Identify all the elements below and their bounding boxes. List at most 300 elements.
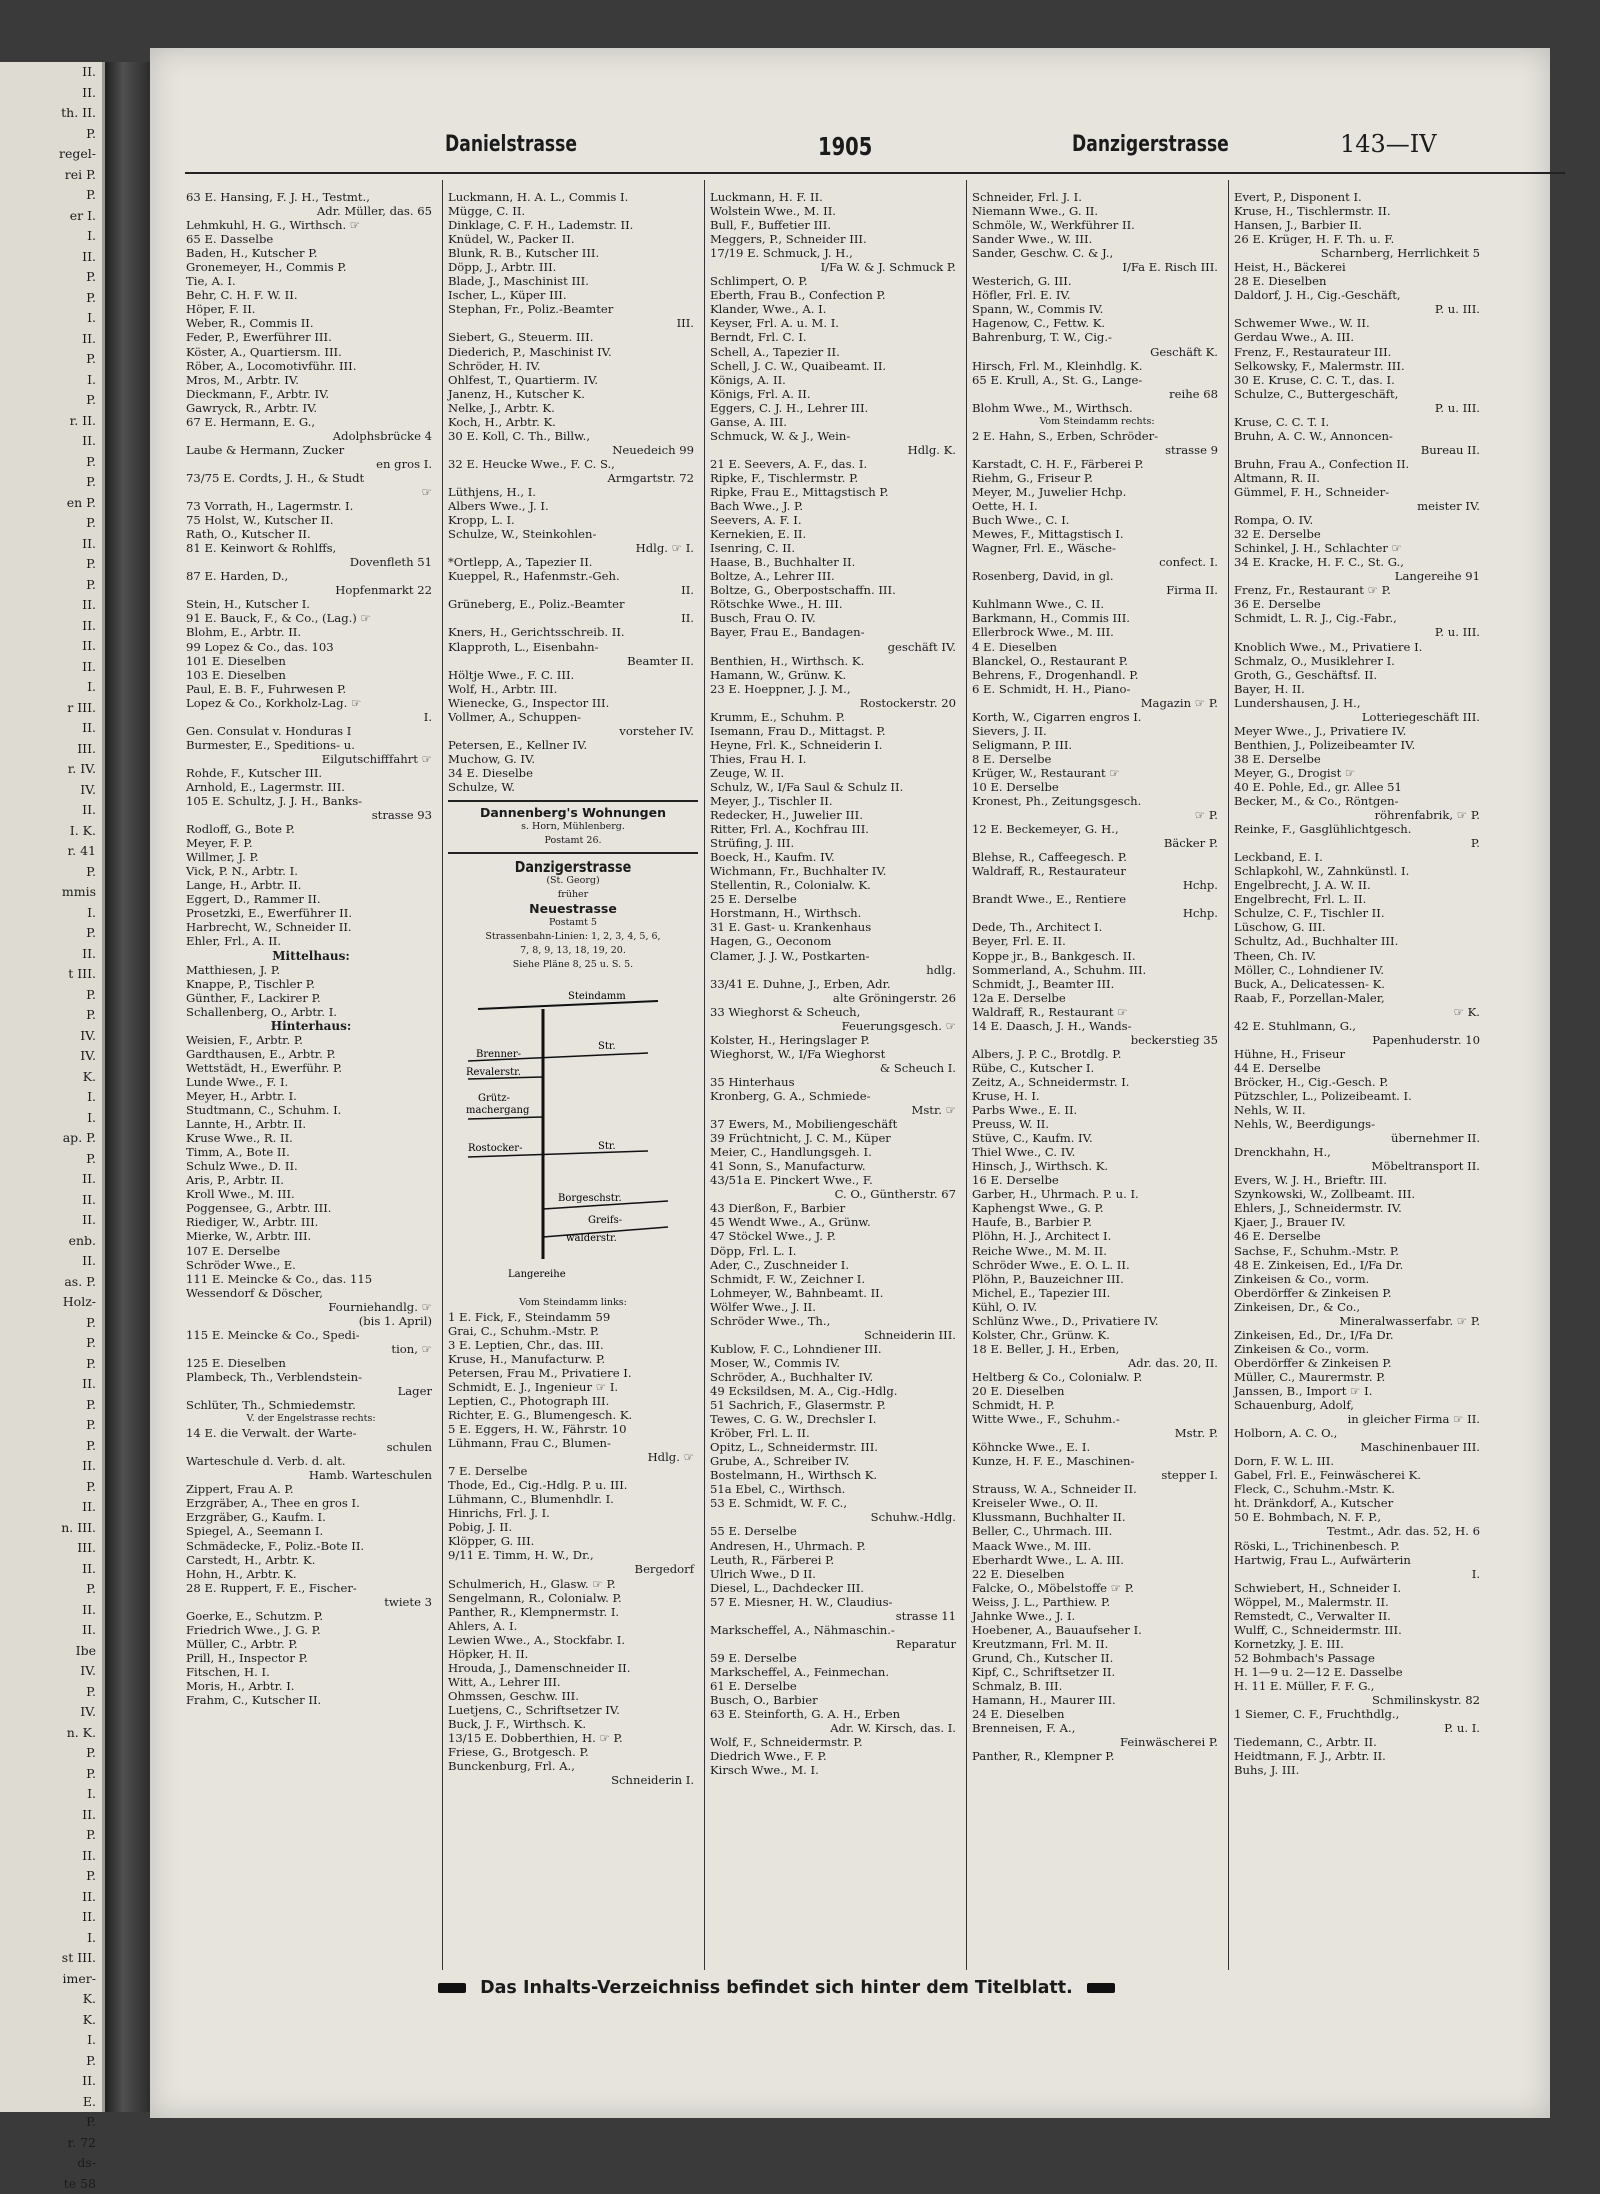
column-divider bbox=[442, 180, 443, 1970]
previous-page-line: P. bbox=[0, 2051, 102, 2072]
directory-entry: Kolster, H., Heringslager P. bbox=[710, 1033, 960, 1047]
directory-entry: Beyer, Frl. E. II. bbox=[972, 934, 1222, 948]
directory-entry: Matthiesen, J. P. bbox=[186, 963, 436, 977]
directory-entry: Wölfer Wwe., J. II. bbox=[710, 1300, 960, 1314]
previous-page-line: P. bbox=[0, 390, 102, 411]
page-header bbox=[150, 132, 1550, 166]
previous-page-line: II. bbox=[0, 616, 102, 637]
directory-entry: Hühne, H., Friseur bbox=[1234, 1047, 1484, 1061]
directory-entry: Eberhardt Wwe., L. A. III. bbox=[972, 1553, 1222, 1567]
previous-page-line: ds- bbox=[0, 2153, 102, 2174]
directory-entry: Koch, H., Arbtr. K. bbox=[448, 415, 698, 429]
directory-entry: Parbs Wwe., E. II. bbox=[972, 1103, 1222, 1117]
directory-entry: Schulze, C. F., Tischler II. bbox=[1234, 906, 1484, 920]
directory-entry: Wolf, F., Schneidermstr. P. bbox=[710, 1735, 960, 1749]
directory-entry: Vom Steindamm rechts: bbox=[972, 415, 1222, 429]
directory-entry: Eggers, C. J. H., Lehrer III. bbox=[710, 401, 960, 415]
directory-entry: Lannte, H., Arbtr. II. bbox=[186, 1117, 436, 1131]
previous-page-line: IV. bbox=[0, 1046, 102, 1067]
directory-entry: Schmidt, E. J., Ingenieur ☞ I. bbox=[448, 1380, 698, 1394]
directory-entry: Meyer, J., Tischler II. bbox=[710, 794, 960, 808]
directory-entry: Lohmeyer, W., Bahnbeamt. II. bbox=[710, 1286, 960, 1300]
directory-entry: Kruse, H., Manufacturw. P. bbox=[448, 1352, 698, 1366]
directory-entry: Lühmann, Frau C., Blumen- bbox=[448, 1436, 698, 1450]
directory-entry: Plambeck, Th., Verblendstein- bbox=[186, 1370, 436, 1384]
street-title: Danzigerstrasse bbox=[467, 860, 680, 874]
directory-entry: Adr. Müller, das. 65 bbox=[186, 204, 436, 218]
previous-page-line: P. bbox=[0, 472, 102, 493]
directory-entry: Hdlg. ☞ I. bbox=[448, 541, 698, 555]
previous-page-line: IV. bbox=[0, 1702, 102, 1723]
directory-entry: Zippert, Frau A. P. bbox=[186, 1482, 436, 1496]
directory-entry: Schulze, W. bbox=[448, 780, 698, 794]
directory-entry: röhrenfabrik, ☞ P. bbox=[1234, 808, 1484, 822]
directory-entry: Meyer, H., Arbtr. I. bbox=[186, 1089, 436, 1103]
directory-entry: Westerich, G. III. bbox=[972, 274, 1222, 288]
directory-entry: Ganse, A. III. bbox=[710, 415, 960, 429]
directory-entry: 50 E. Bohmbach, N. F. P., bbox=[1234, 1510, 1484, 1524]
directory-entry: Meyer, G., Drogist ☞ bbox=[1234, 766, 1484, 780]
previous-page-line: I. bbox=[0, 370, 102, 391]
directory-entry: Bäcker P. bbox=[972, 836, 1222, 850]
directory-entry: Reparatur bbox=[710, 1637, 960, 1651]
directory-entry: Hamann, W., Grünw. K. bbox=[710, 668, 960, 682]
directory-entry: Hopfenmarkt 22 bbox=[186, 583, 436, 597]
directory-entry: Wichmann, Fr., Buchhalter IV. bbox=[710, 864, 960, 878]
directory-entry: 28 E. Dieselben bbox=[1234, 274, 1484, 288]
directory-entry: Eberth, Frau B., Confection P. bbox=[710, 288, 960, 302]
directory-entry: Grund, Ch., Kutscher II. bbox=[972, 1651, 1222, 1665]
directory-entry: 52 Bohmbach's Passage bbox=[1234, 1651, 1484, 1665]
directory-entry: Nehls, W. II. bbox=[1234, 1103, 1484, 1117]
directory-entry: Schröder, A., Buchhalter IV. bbox=[710, 1370, 960, 1384]
directory-entry: Schlimpert, O. P. bbox=[710, 274, 960, 288]
section-note: Vom Steindamm links: bbox=[448, 1296, 698, 1310]
directory-entry: Lunde Wwe., F. I. bbox=[186, 1075, 436, 1089]
directory-entry: Feuerungsgesch. ☞ bbox=[710, 1019, 960, 1033]
directory-entry: Studtmann, C., Schuhm. I. bbox=[186, 1103, 436, 1117]
directory-entry: Opitz, L., Schneidermstr. III. bbox=[710, 1440, 960, 1454]
directory-entry: Kernekien, E. II. bbox=[710, 527, 960, 541]
directory-entry: Hartwig, Frau L., Aufwärterin bbox=[1234, 1553, 1484, 1567]
previous-page-line: P. bbox=[0, 1005, 102, 1026]
directory-entry: 12a E. Derselbe bbox=[972, 991, 1222, 1005]
directory-entry: beckerstieg 35 bbox=[972, 1033, 1222, 1047]
directory-entry: Raab, F., Porzellan-Maler, bbox=[1234, 991, 1484, 1005]
directory-entry: Bayer, Frau E., Bandagen- bbox=[710, 625, 960, 639]
directory-entry: Stephan, Fr., Poliz.-Beamter bbox=[448, 302, 698, 316]
previous-page-line: r. 41 bbox=[0, 841, 102, 862]
previous-page-edge bbox=[0, 62, 105, 2112]
directory-entry: Klöpper, G. III. bbox=[448, 1534, 698, 1548]
previous-page-line: II. bbox=[0, 1907, 102, 1928]
previous-page-line: II. bbox=[0, 534, 102, 555]
pointing-hand-icon bbox=[438, 1983, 466, 1993]
directory-entry: Hoebener, A., Bauaufseher I. bbox=[972, 1623, 1222, 1637]
directory-entry: Kreiseler Wwe., O. II. bbox=[972, 1496, 1222, 1510]
directory-entry: Lopez & Co., Korkholz-Lag. ☞ bbox=[186, 696, 436, 710]
directory-entry: Klander, Wwe., A. I. bbox=[710, 302, 960, 316]
directory-entry: Jahnke Wwe., J. I. bbox=[972, 1609, 1222, 1623]
directory-entry: Hchp. bbox=[972, 878, 1222, 892]
directory-entry: Ahlers, A. I. bbox=[448, 1619, 698, 1633]
directory-entry: Heyne, Frl. K., Schneiderin I. bbox=[710, 738, 960, 752]
directory-entry: 44 E. Derselbe bbox=[1234, 1061, 1484, 1075]
previous-page-line: te 58 bbox=[0, 2174, 102, 2194]
directory-entry: Bach Wwe., J. P. bbox=[710, 499, 960, 513]
directory-entry: Vollmer, A., Schuppen- bbox=[448, 710, 698, 724]
directory-entry: hdlg. bbox=[710, 963, 960, 977]
directory-entry: Theen, Ch. IV. bbox=[1234, 949, 1484, 963]
directory-entry: Clamer, J. J. W., Postkarten- bbox=[710, 949, 960, 963]
directory-entry: Isemann, Frau D., Mittagst. P. bbox=[710, 724, 960, 738]
directory-entry: Moser, W., Commis IV. bbox=[710, 1356, 960, 1370]
directory-entry: Schmuck, W. & J., Wein- bbox=[710, 429, 960, 443]
directory-entry: Schauenburg, Adolf, bbox=[1234, 1398, 1484, 1412]
previous-page-line: P. bbox=[0, 185, 102, 206]
directory-entry: Schröder, H. IV. bbox=[448, 359, 698, 373]
directory-entry: Dieckmann, F., Arbtr. IV. bbox=[186, 387, 436, 401]
directory-entry: Brandt Wwe., E., Rentiere bbox=[972, 892, 1222, 906]
directory-entry: Blehse, R., Caffeegesch. P. bbox=[972, 850, 1222, 864]
directory-entry: Schwiebert, H., Schneider I. bbox=[1234, 1581, 1484, 1595]
previous-page-line: P. bbox=[0, 923, 102, 944]
directory-entry: strasse 9 bbox=[972, 443, 1222, 457]
directory-entry: 14 E. Daasch, J. H., Wands- bbox=[972, 1019, 1222, 1033]
previous-page-line: P. bbox=[0, 1764, 102, 1785]
map-label: Str. bbox=[598, 1041, 616, 1052]
directory-entry: Blunk, R. B., Kutscher III. bbox=[448, 246, 698, 260]
directory-entry: Mstr. ☞ bbox=[710, 1103, 960, 1117]
directory-entry: Vick, P. N., Arbtr. I. bbox=[186, 864, 436, 878]
previous-page-line: II. bbox=[0, 800, 102, 821]
directory-entry: 40 E. Pohle, Ed., gr. Allee 51 bbox=[1234, 780, 1484, 794]
directory-entry: Höltje Wwe., F. C. III. bbox=[448, 668, 698, 682]
directory-entry: Buck, A., Delicatessen- K. bbox=[1234, 977, 1484, 991]
directory-entry: 73/75 E. Cordts, J. H., & Studt bbox=[186, 471, 436, 485]
directory-entry: Höper, F. II. bbox=[186, 302, 436, 316]
directory-entry: Janenz, H., Kutscher K. bbox=[448, 387, 698, 401]
directory-entry: 23 E. Hoeppner, J. J. M., bbox=[710, 682, 960, 696]
directory-entry: Albers, J. P. C., Brotdlg. P. bbox=[972, 1047, 1222, 1061]
directory-entry: Warteschule d. Verb. d. alt. bbox=[186, 1454, 436, 1468]
directory-entry: Preuss, W. II. bbox=[972, 1117, 1222, 1131]
directory-entry: Diedrich Wwe., F. P. bbox=[710, 1749, 960, 1763]
directory-entry: 14 E. die Verwalt. der Warte- bbox=[186, 1426, 436, 1440]
directory-entry: Laube & Hermann, Zucker bbox=[186, 443, 436, 457]
directory-entry: 34 E. Dieselbe bbox=[448, 766, 698, 780]
directory-entry: Lotteriegeschäft III. bbox=[1234, 710, 1484, 724]
directory-entry: Knüdel, W., Packer II. bbox=[448, 232, 698, 246]
directory-entry: Altmann, R. II. bbox=[1234, 471, 1484, 485]
directory-entry: Oberdörffer & Zinkeisen P. bbox=[1234, 1356, 1484, 1370]
previous-page-line: P. bbox=[0, 1313, 102, 1334]
directory-entry: Schlüter, Th., Schmiedemstr. bbox=[186, 1398, 436, 1412]
directory-entry: I. bbox=[186, 710, 436, 724]
directory-column-3 bbox=[710, 190, 960, 1777]
directory-entry: Magazin ☞ P. bbox=[972, 696, 1222, 710]
directory-entry: Ehlers, J., Schneidermstr. IV. bbox=[1234, 1201, 1484, 1215]
map-label: Grütz- bbox=[478, 1093, 510, 1104]
directory-entry: Ischer, L., Küper III. bbox=[448, 288, 698, 302]
directory-entry: Goerke, E., Schutzm. P. bbox=[186, 1609, 436, 1623]
directory-entry: Riehm, G., Friseur P. bbox=[972, 471, 1222, 485]
directory-entry: Luetjens, C., Schriftsetzer IV. bbox=[448, 1703, 698, 1717]
directory-entry: tion, ☞ bbox=[186, 1342, 436, 1356]
directory-entry: Kjaer, J., Brauer IV. bbox=[1234, 1215, 1484, 1229]
directory-entry: Brenneisen, F. A., bbox=[972, 1721, 1222, 1735]
directory-entry: 42 E. Stuhlmann, G., bbox=[1234, 1019, 1484, 1033]
previous-page-line: II. bbox=[0, 1600, 102, 1621]
directory-entry: Schallenberg, O., Arbtr. I. bbox=[186, 1005, 436, 1019]
map-label: Brenner- bbox=[476, 1049, 521, 1060]
directory-entry: Witte Wwe., F., Schuhm.- bbox=[972, 1412, 1222, 1426]
directory-entry: 48 E. Zinkeisen, Ed., I/Fa Dr. bbox=[1234, 1258, 1484, 1272]
directory-entry: 4 E. Dieselben bbox=[972, 640, 1222, 654]
directory-entry: Kruse, C. C. T. I. bbox=[1234, 415, 1484, 429]
directory-entry: 65 E. Dasselbe bbox=[186, 232, 436, 246]
directory-entry: Lüthjens, H., I. bbox=[448, 485, 698, 499]
directory-entry: Schmidt, H. P. bbox=[972, 1398, 1222, 1412]
directory-entry: Boeck, H., Kaufm. IV. bbox=[710, 850, 960, 864]
directory-entry: Zinkeisen & Co., vorm. bbox=[1234, 1342, 1484, 1356]
directory-entry: Engelbrecht, Frl. L. II. bbox=[1234, 892, 1484, 906]
directory-entry: Timm, A., Bote II. bbox=[186, 1145, 436, 1159]
map-label: Str. bbox=[598, 1141, 616, 1152]
directory-entry: 8 E. Derselbe bbox=[972, 752, 1222, 766]
directory-entry: Riediger, W., Arbtr. III. bbox=[186, 1215, 436, 1229]
directory-entry: Rötschke Wwe., H. III. bbox=[710, 597, 960, 611]
directory-entry: Rompa, O. IV. bbox=[1234, 513, 1484, 527]
directory-entry: Scharnberg, Herrlichkeit 5 bbox=[1234, 246, 1484, 260]
directory-entry: Gronemeyer, H., Commis P. bbox=[186, 260, 436, 274]
directory-entry: 43 Dierßon, F., Barbier bbox=[710, 1201, 960, 1215]
directory-entry: 65 E. Krull, A., St. G., Lange- bbox=[972, 373, 1222, 387]
street-formerly: früher bbox=[448, 888, 698, 902]
directory-entry: Sander, Geschw. C. & J., bbox=[972, 246, 1222, 260]
directory-entry: Siebert, G., Steuerm. III. bbox=[448, 330, 698, 344]
directory-entry: Richter, E. G., Blumengesch. K. bbox=[448, 1408, 698, 1422]
previous-page-line: n. K. bbox=[0, 1723, 102, 1744]
map-label: Revalerstr. bbox=[466, 1067, 521, 1078]
directory-entry: Feder, P., Ewerführer III. bbox=[186, 330, 436, 344]
directory-entry: Kronberg, G. A., Schmiede- bbox=[710, 1089, 960, 1103]
directory-entry: Schneiderin III. bbox=[710, 1328, 960, 1342]
directory-entry: 105 E. Schultz, J. J. H., Banks- bbox=[186, 794, 436, 808]
directory-entry: 87 E. Harden, D., bbox=[186, 569, 436, 583]
previous-page-line: n. III. bbox=[0, 1518, 102, 1539]
map-label: Steindamm bbox=[568, 991, 626, 1002]
directory-entry: Bureau II. bbox=[1234, 443, 1484, 457]
header-year: 1905 bbox=[818, 132, 872, 161]
directory-entry: 63 E. Steinforth, G. A. H., Erben bbox=[710, 1707, 960, 1721]
directory-entry: H. 1—9 u. 2—12 E. Dasselbe bbox=[1234, 1665, 1484, 1679]
street-district: (St. Georg) bbox=[448, 874, 698, 888]
directory-entry: Frenz, Fr., Restaurant ☞ P. bbox=[1234, 583, 1484, 597]
directory-entry: Andresen, H., Uhrmach. P. bbox=[710, 1539, 960, 1553]
previous-page-line: III. bbox=[0, 1538, 102, 1559]
directory-entry: Ripke, F., Tischlermstr. P. bbox=[710, 471, 960, 485]
directory-entry: 46 E. Derselbe bbox=[1234, 1229, 1484, 1243]
directory-entry: Wolf, H., Arbtr. III. bbox=[448, 682, 698, 696]
directory-entry: Schulz Wwe., D. II. bbox=[186, 1159, 436, 1173]
directory-entry: 22 E. Dieselben bbox=[972, 1567, 1222, 1581]
directory-entry: Schulze, C., Buttergeschäft, bbox=[1234, 387, 1484, 401]
previous-page-line: Holz- bbox=[0, 1292, 102, 1313]
directory-entry: Müller, C., Arbtr. P. bbox=[186, 1637, 436, 1651]
directory-entry: Beller, C., Uhrmach. III. bbox=[972, 1524, 1222, 1538]
directory-entry: P. u. III. bbox=[1234, 401, 1484, 415]
directory-entry: Paul, E. B. F., Fuhrwesen P. bbox=[186, 682, 436, 696]
directory-entry: Kueppel, R., Hafenmstr.-Geh. bbox=[448, 569, 698, 583]
previous-page-line: II. bbox=[0, 1805, 102, 1826]
section-heading: Hinterhaus: bbox=[186, 1019, 436, 1033]
directory-entry: Waldraff, R., Restaurateur bbox=[972, 864, 1222, 878]
directory-entry: Wieghorst, W., I/Fa Wieghorst bbox=[710, 1047, 960, 1061]
directory-entry: Klussmann, Buchhalter II. bbox=[972, 1510, 1222, 1524]
directory-entry: 41 Sonn, S., Manufacturw. bbox=[710, 1159, 960, 1173]
previous-page-line: r III. bbox=[0, 698, 102, 719]
map-street bbox=[468, 1117, 543, 1119]
directory-entry: Dovenfleth 51 bbox=[186, 555, 436, 569]
directory-entry: Kronest, Ph., Zeitungsgesch. bbox=[972, 794, 1222, 808]
directory-entry: Garber, H., Uhrmach. P. u. I. bbox=[972, 1187, 1222, 1201]
directory-entry: 38 E. Derselbe bbox=[1234, 752, 1484, 766]
directory-entry: Karstadt, C. H. F., Färberei P. bbox=[972, 457, 1222, 471]
directory-entry: Krumm, E., Schuhm. P. bbox=[710, 710, 960, 724]
book-gutter bbox=[105, 62, 150, 2112]
map-label: Rostocker- bbox=[468, 1143, 522, 1154]
directory-entry: Erzgräber, A., Thee en gros I. bbox=[186, 1496, 436, 1510]
directory-entry: stepper I. bbox=[972, 1468, 1222, 1482]
previous-page-line: II. bbox=[0, 431, 102, 452]
directory-column-4 bbox=[972, 190, 1222, 1763]
directory-entry: P. u. III. bbox=[1234, 625, 1484, 639]
directory-entry: Rübe, C., Kutscher I. bbox=[972, 1061, 1222, 1075]
directory-entry: en gros I. bbox=[186, 457, 436, 471]
previous-page-line: II. bbox=[0, 329, 102, 350]
directory-entry: Oette, H. I. bbox=[972, 499, 1222, 513]
directory-entry: I. bbox=[1234, 1567, 1484, 1581]
directory-entry: & Scheuch I. bbox=[710, 1061, 960, 1075]
directory-entry: 39 Früchtnicht, J. C. M., Küper bbox=[710, 1131, 960, 1145]
directory-entry: Markscheffel, A., Feinmechan. bbox=[710, 1665, 960, 1679]
previous-page-line: IV. bbox=[0, 1661, 102, 1682]
directory-entry: Gen. Consulat v. Honduras I bbox=[186, 724, 436, 738]
map-label: Borgeschstr. bbox=[558, 1193, 622, 1204]
directory-entry: Evers, W. J. H., Brieftr. III. bbox=[1234, 1173, 1484, 1187]
directory-entry: 18 E. Beller, J. H., Erben, bbox=[972, 1342, 1222, 1356]
previous-page-line: K. bbox=[0, 1989, 102, 2010]
previous-page-line: P. bbox=[0, 554, 102, 575]
directory-entry: 1 E. Fick, F., Steindamm 59 bbox=[448, 1310, 698, 1324]
advert-subtitle: s. Horn, Mühlenberg. bbox=[448, 820, 698, 834]
directory-entry: Kröber, Frl. L. II. bbox=[710, 1426, 960, 1440]
directory-entry: Schmidt, L. R. J., Cig.-Fabr., bbox=[1234, 611, 1484, 625]
column-divider bbox=[1228, 180, 1229, 1970]
previous-page-line: II. bbox=[0, 1846, 102, 1867]
directory-entry: Stellentin, R., Colonialw. K. bbox=[710, 878, 960, 892]
previous-page-line: I. bbox=[0, 1087, 102, 1108]
directory-entry: 103 E. Dieselben bbox=[186, 668, 436, 682]
directory-entry: Panther, R., Klempnermstr. I. bbox=[448, 1605, 698, 1619]
directory-entry: Mewes, F., Mittagstisch I. bbox=[972, 527, 1222, 541]
directory-entry: 67 E. Hermann, E. G., bbox=[186, 415, 436, 429]
previous-page-line: II. bbox=[0, 62, 102, 83]
previous-page-line: I. bbox=[0, 1928, 102, 1949]
directory-entry: Wolstein Wwe., M. II. bbox=[710, 204, 960, 218]
previous-page-line: P. bbox=[0, 1682, 102, 1703]
directory-entry: Schröder Wwe., Th., bbox=[710, 1314, 960, 1328]
directory-entry: Sievers, J. II. bbox=[972, 724, 1222, 738]
map-steindamm bbox=[478, 1001, 658, 1009]
directory-entry: Blohm, E., Arbtr. II. bbox=[186, 625, 436, 639]
directory-entry: Reiche Wwe., M. M. II. bbox=[972, 1244, 1222, 1258]
previous-page-line: II. bbox=[0, 1497, 102, 1518]
directory-entry: Kroll Wwe., M. III. bbox=[186, 1187, 436, 1201]
directory-entry: Boltze, A., Lehrer III. bbox=[710, 569, 960, 583]
directory-entry: 45 Wendt Wwe., A., Grünw. bbox=[710, 1215, 960, 1229]
directory-entry: 101 E. Dieselben bbox=[186, 654, 436, 668]
directory-entry: Zinkeisen, Dr., & Co., bbox=[1234, 1300, 1484, 1314]
previous-page-line: K. bbox=[0, 1067, 102, 1088]
directory-entry: Schneiderin I. bbox=[448, 1773, 698, 1787]
directory-entry: 32 E. Derselbe bbox=[1234, 527, 1484, 541]
directory-entry: Burmester, E., Speditions- u. bbox=[186, 738, 436, 752]
directory-entry: Schröder Wwe., E. O. L. II. bbox=[972, 1258, 1222, 1272]
previous-page-line: r. IV. bbox=[0, 759, 102, 780]
directory-entry: Weiss, J. L., Parthiew. P. bbox=[972, 1595, 1222, 1609]
directory-entry: Hrouda, J., Damenschneider II. bbox=[448, 1661, 698, 1675]
directory-entry: Krüger, W., Restaurant ☞ bbox=[972, 766, 1222, 780]
directory-entry: Holborn, A. C. O., bbox=[1234, 1426, 1484, 1440]
directory-entry: Fourniehandlg. ☞ bbox=[186, 1300, 436, 1314]
directory-entry: Buhs, J. III. bbox=[1234, 1763, 1484, 1777]
directory-entry: 81 E. Keinwort & Rohlffs, bbox=[186, 541, 436, 555]
directory-entry: 125 E. Dieselben bbox=[186, 1356, 436, 1370]
directory-entry: Sommerland, A., Schuhm. III. bbox=[972, 963, 1222, 977]
directory-entry: Sengelmann, R., Colonialw. P. bbox=[448, 1591, 698, 1605]
directory-entry: alte Gröningerstr. 26 bbox=[710, 991, 960, 1005]
directory-entry: Blade, J., Maschinist III. bbox=[448, 274, 698, 288]
directory-entry: Blohm Wwe., M., Wirthsch. bbox=[972, 401, 1222, 415]
previous-page-line: th. II. bbox=[0, 103, 102, 124]
previous-page-line: as. P. bbox=[0, 1272, 102, 1293]
previous-page-line: P. bbox=[0, 1825, 102, 1846]
directory-entry: Lange, H., Arbtr. II. bbox=[186, 878, 436, 892]
directory-entry: 25 E. Derselbe bbox=[710, 892, 960, 906]
directory-entry: 21 E. Seevers, A. F., das. I. bbox=[710, 457, 960, 471]
previous-page-line: II. bbox=[0, 2071, 102, 2092]
directory-entry: Niemann Wwe., G. II. bbox=[972, 204, 1222, 218]
directory-entry: Neuedeich 99 bbox=[448, 443, 698, 457]
directory-entry: Stüve, C., Kaufm. IV. bbox=[972, 1131, 1222, 1145]
directory-entry: Wulff, C., Schneidermstr. III. bbox=[1234, 1623, 1484, 1637]
directory-entry: Ritter, Frl. A., Kochfrau III. bbox=[710, 822, 960, 836]
directory-entry: Papenhuderstr. 10 bbox=[1234, 1033, 1484, 1047]
directory-entry: 7 E. Derselbe bbox=[448, 1464, 698, 1478]
directory-entry: Behrens, F., Drogenhandl. P. bbox=[972, 668, 1222, 682]
previous-page-line: P. bbox=[0, 1436, 102, 1457]
directory-entry: Strüfing, J. III. bbox=[710, 836, 960, 850]
directory-entry: Bostelmann, H., Wirthsch K. bbox=[710, 1468, 960, 1482]
directory-entry: Maschinenbauer III. bbox=[1234, 1440, 1484, 1454]
directory-entry: Muchow, G. IV. bbox=[448, 752, 698, 766]
previous-page-line: P. bbox=[0, 452, 102, 473]
directory-entry: Hinrichs, Frl. J. I. bbox=[448, 1506, 698, 1520]
directory-entry: Feinwäscherei P. bbox=[972, 1735, 1222, 1749]
directory-entry: Szynkowski, W., Zollbeamt. III. bbox=[1234, 1187, 1484, 1201]
